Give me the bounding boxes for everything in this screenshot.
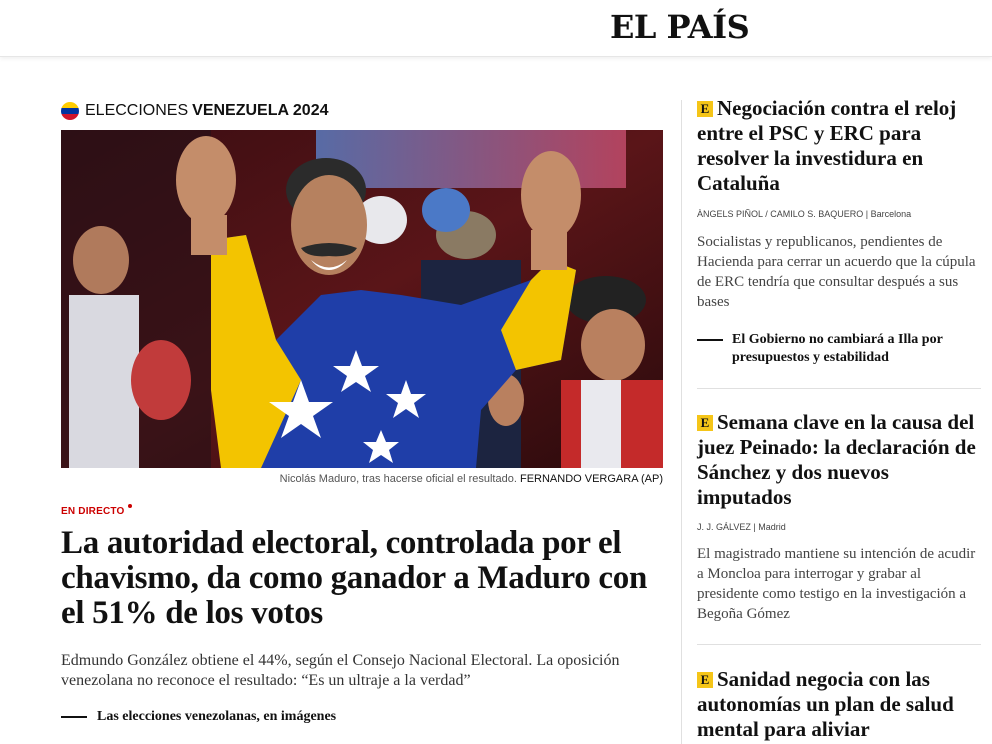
photo-caption <box>61 473 663 485</box>
photo-credit: FERNANDO VERGARA (AP) <box>519 473 663 485</box>
sidebar-story-byline[interactable]: J. J. GÁLVEZ | Madrid <box>697 522 786 532</box>
lead-summary: Edmundo González obtiene el 44%, según el Consejo Nacional Electoral. La oposición venezolana no reconoce el resultado: “Es un ultraje a la verdad” <box>61 652 620 689</box>
dash-icon <box>61 716 87 718</box>
lead-story <box>61 100 663 724</box>
sidebar-story-headline[interactable] <box>697 96 981 196</box>
sidebar-story-headline[interactable] <box>697 410 981 510</box>
related-link-label: El Gobierno no cambiará a Illa por presupuestos y estabilidad <box>732 332 943 365</box>
sidebar-story-2 <box>697 410 981 510</box>
column-divider <box>681 100 682 744</box>
sidebar-story-byline[interactable]: ÀNGELS PIÑOL / CAMILO S. BAQUERO | Barcelona <box>697 209 912 219</box>
byline-authors: ÀNGELS PIÑOL / CAMILO S. BAQUERO <box>697 209 864 219</box>
headline-text: Sanidad negocia con las autonomías un plan de salud mental para aliviar <box>697 667 954 741</box>
sidebar-story-headline[interactable] <box>697 667 981 742</box>
section-prefix: ELECCIONES <box>85 102 189 119</box>
exclusive-e-icon: E <box>697 101 713 117</box>
live-badge <box>61 506 132 517</box>
section-name: VENEZUELA 2024 <box>192 102 329 119</box>
byline-authors: J. J. GÁLVEZ <box>697 522 751 532</box>
sidebar-related-link[interactable] <box>697 331 981 367</box>
venezuela-flag-icon <box>61 102 79 120</box>
section-tag[interactable] <box>61 100 663 122</box>
byline-place: Barcelona <box>870 209 912 219</box>
story-separator <box>697 644 981 645</box>
byline-place: Madrid <box>758 522 786 532</box>
sidebar-story-1 <box>697 96 981 196</box>
lead-headline[interactable]: La autoridad electoral, controlada por el chavismo, da como ganador a Maduro con el 51% de los votos <box>61 525 648 631</box>
el-pais-logo[interactable]: EL PAÍS <box>610 8 750 46</box>
live-label: EN DIRECTO <box>61 506 125 517</box>
sidebar-story-summary: Socialistas y republicanos, pendientes de Hacienda para cerrar un acuerdo que la cúpula de ERC tendría que consultar después a sus bases <box>697 234 976 310</box>
related-link-label: Las elecciones venezolanas, en imágenes <box>97 709 337 724</box>
lead-related-link[interactable] <box>61 709 336 725</box>
headline-text: Negociación contra el reloj entre el PSC y ERC para resolver la investidura en Cataluña <box>697 96 957 195</box>
live-dot-icon <box>128 504 132 508</box>
sidebar-story-3 <box>697 667 981 742</box>
dash-icon <box>697 339 723 341</box>
lead-photo-illustration <box>61 130 663 468</box>
lead-photo[interactable] <box>61 130 663 468</box>
caption-text: Nicolás Maduro, tras hacerse oficial el resultado. <box>279 473 517 485</box>
exclusive-e-icon: E <box>697 672 713 688</box>
top-navigation-bar <box>0 0 992 57</box>
sidebar-story-summary: El magistrado mantiene su intención de acudir a Moncloa para interrogar y grabar al presidente como testigo en la investigación a Begoña Gómez <box>697 546 976 622</box>
exclusive-e-icon: E <box>697 415 713 431</box>
headline-text: Semana clave en la causa del juez Peinado: la declaración de Sánchez y dos nuevos imputados <box>697 410 976 509</box>
story-separator <box>697 388 981 389</box>
